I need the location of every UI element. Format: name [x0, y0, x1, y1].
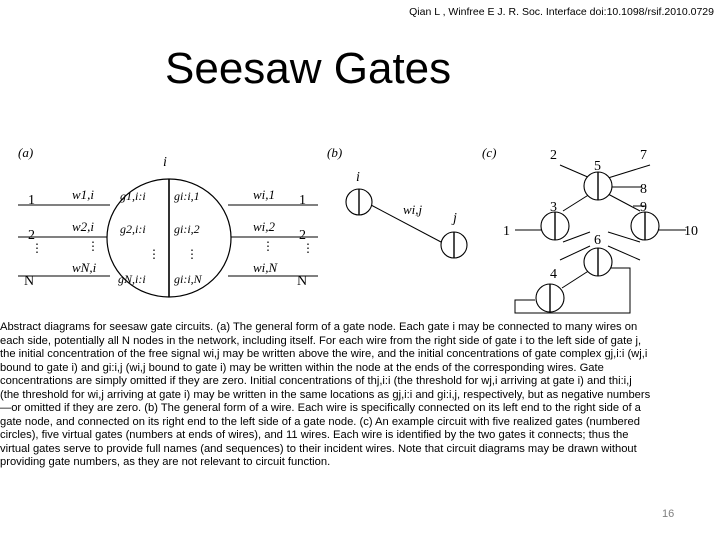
seesaw-figure [0, 138, 720, 318]
right-wire-dots: ⋮ [262, 239, 274, 253]
caption-line: circles), five virtual gates (numbers at ends of wires), and 11 wires. Each wire is identified by the two gates it connects; thus the [0, 429, 629, 441]
num-2: 2 [550, 148, 557, 163]
panel-b-gate-j: j [453, 211, 457, 226]
inner-g2i: g2,i:i [120, 222, 146, 236]
panel-a [18, 145, 318, 297]
num-6: 6 [594, 233, 601, 248]
left-number-2: 2 [28, 228, 35, 243]
caption-line: gate node, and connected on its right end to the left side of a gate node. (c) An example circuit with five realized gates (numbered [0, 415, 640, 428]
figure-caption [0, 321, 716, 470]
inner-g1i: g1,i:i [120, 189, 146, 203]
inner-gni: gN,i:i [118, 272, 146, 286]
panel-a-label: (a) [18, 145, 34, 160]
right-number-2: 2 [299, 228, 306, 243]
left-number-n: N [24, 274, 35, 289]
num-8: 8 [640, 182, 647, 197]
left-number-1: 1 [28, 193, 35, 208]
wire-label-win: wi,N [253, 260, 278, 275]
caption-line: concentrations are simply omitted if they are zero. Initial concentrations of thj,i:i (the threshold for wj,i arriving at gate i) and thi:i,j [0, 375, 632, 387]
num-10: 10 [684, 224, 698, 239]
num-1: 1 [503, 224, 510, 239]
panel-c-label: (c) [482, 145, 497, 160]
caption-line: (the threshold for wi,j arriving at gate i) may be written in the same locations as gj,i:i and gi:i,j, respectively, but as negative numbers [0, 388, 651, 401]
inner-gi2: gi:i,2 [174, 222, 200, 236]
caption-line: bound to gate i) and gi:i,j (wi,j bound to gate i) may be written within the node at the ends of the corresponding wires. Gate [0, 361, 604, 374]
caption-line: Abstract diagrams for seesaw gate circuits. (a) The general form of a gate node. Each gate i may be connected to many wires on [0, 321, 638, 333]
citation: Qian L , Winfree E J. R. Soc. Interface doi:10.1098/rsif.2010.0729 [409, 6, 714, 18]
right-number-1: 1 [299, 193, 306, 208]
panel-a-gate-label: i [163, 155, 167, 170]
caption-line: —or omitted if they are zero. (b) The general form of a wire. Each wire is specifically connected on its left end to the right side of a [0, 402, 641, 414]
panel-b [327, 145, 467, 258]
slide-title: Seesaw Gates [165, 44, 452, 93]
num-7: 7 [640, 148, 647, 163]
figure-svg [0, 138, 720, 318]
wire-label-wi2: wi,2 [253, 219, 276, 234]
wire-label-w2i: w2,i [72, 219, 95, 234]
panel-c [482, 145, 698, 313]
inner-gi1: gi:i,1 [174, 189, 200, 203]
wire-label-w1i: w1,i [72, 187, 95, 202]
num-5: 5 [594, 159, 601, 174]
inner-left-dots: ⋮ [148, 247, 160, 261]
panel-b-gate-i: i [356, 170, 360, 185]
left-dots: ⋮ [31, 241, 43, 255]
left-wire-dots: ⋮ [87, 239, 99, 253]
num-3: 3 [550, 200, 557, 215]
page-number: 16 [662, 508, 675, 520]
wire-label-wi1: wi,1 [253, 187, 276, 202]
right-number-n: N [297, 274, 308, 289]
num-4: 4 [550, 267, 557, 282]
caption-line: the initial concentration of the free signal wi,j may be written above the wire, and the initial concentrations of gate complex gj,i:i (wj,i [0, 348, 648, 360]
caption-line: each side, potentially all N nodes in the network, including itself. For each wire from the right side of gate i to the left side of gate j, [0, 334, 642, 347]
inner-right-dots: ⋮ [186, 247, 198, 261]
right-dots: ⋮ [302, 241, 314, 255]
wire-label-wni: wN,i [72, 260, 97, 275]
caption-line: virtual gates serve to provide full names (and sequences) to their incident wires. Note that circuit diagrams may be drawn without [0, 442, 637, 455]
panel-b-wire-label: wi,j [403, 202, 423, 217]
caption-line: providing gate numbers, as they are not relevant to circuit function. [0, 456, 331, 468]
panel-b-label: (b) [327, 145, 343, 160]
num-9: 9 [640, 200, 647, 215]
inner-gin: gi:i,N [174, 272, 202, 286]
